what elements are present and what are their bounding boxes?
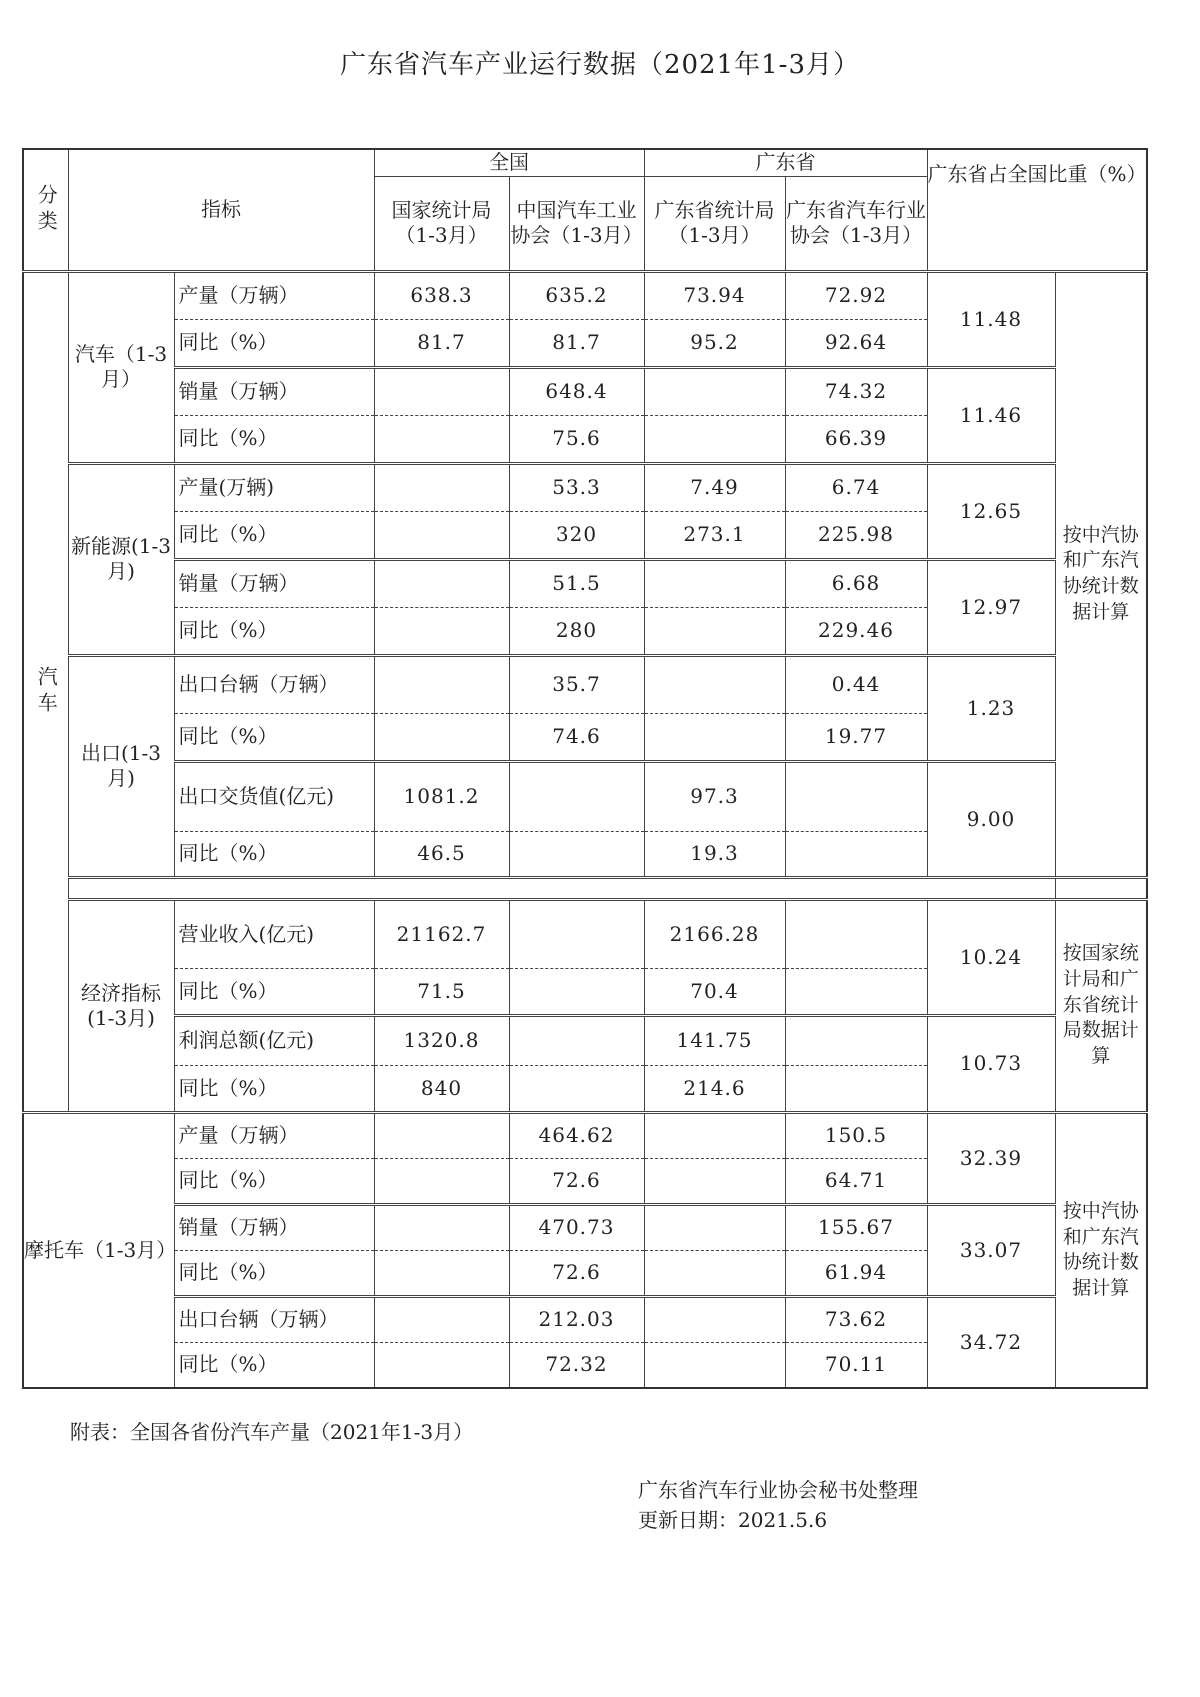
value-cell <box>509 761 644 831</box>
value-cell <box>374 1204 509 1250</box>
spacer-row <box>23 877 1147 899</box>
ratio-cell: 9.00 <box>927 761 1055 877</box>
value-cell <box>509 1015 644 1065</box>
ratio-cell: 10.73 <box>927 1015 1055 1112</box>
value-cell <box>374 1112 509 1158</box>
value-cell <box>644 1342 785 1388</box>
value-cell: 51.5 <box>509 559 644 607</box>
value-cell <box>644 1204 785 1250</box>
indicator-label: 产量(万辆) <box>174 463 374 511</box>
header-source-gd-stats: 广东省统计局（1-3月） <box>644 176 785 271</box>
value-cell: 155.67 <box>785 1204 927 1250</box>
value-cell <box>509 899 644 968</box>
ratio-cell: 12.65 <box>927 463 1055 559</box>
header-source-nbs: 国家统计局（1-3月） <box>374 176 509 271</box>
value-cell <box>785 968 927 1015</box>
value-cell: 19.3 <box>644 831 785 877</box>
value-cell <box>785 899 927 968</box>
value-cell: 273.1 <box>644 511 785 559</box>
value-cell: 150.5 <box>785 1112 927 1158</box>
header-source-gd-assoc: 广东省汽车行业协会（1-3月） <box>785 176 927 271</box>
category-cell: 摩托车（1-3月） <box>23 1112 174 1388</box>
page-title: 广东省汽车产业运行数据（2021年1-3月） <box>339 50 861 80</box>
value-cell: 72.6 <box>509 1250 644 1296</box>
value-cell <box>644 1296 785 1342</box>
value-cell: 141.75 <box>644 1015 785 1065</box>
value-cell <box>509 1065 644 1112</box>
value-cell: 229.46 <box>785 607 927 655</box>
header-guangdong: 广东省 <box>644 149 927 176</box>
indicator-label: 出口交货值(亿元) <box>174 761 374 831</box>
ratio-cell: 10.24 <box>927 899 1055 1015</box>
table-row <box>23 761 1147 831</box>
value-cell: 74.32 <box>785 367 927 415</box>
header-source-caam: 中国汽车工业协会（1-3月） <box>509 176 644 271</box>
value-cell: 0.44 <box>785 655 927 713</box>
table-row <box>23 899 1147 968</box>
ratio-cell: 12.97 <box>927 559 1055 655</box>
value-cell: 212.03 <box>509 1296 644 1342</box>
value-cell: 73.62 <box>785 1296 927 1342</box>
value-cell <box>644 367 785 415</box>
table-row <box>23 655 1147 713</box>
table-row <box>23 1112 1147 1158</box>
indicator-label: 同比（%） <box>174 319 374 367</box>
value-cell: 61.94 <box>785 1250 927 1296</box>
remark-cell: 按国家统计局和广东省统计局数据计算 <box>1055 899 1147 1112</box>
value-cell: 72.32 <box>509 1342 644 1388</box>
subgroup-cell: 汽车（1-3月） <box>68 271 174 463</box>
value-cell <box>374 367 509 415</box>
indicator-label: 同比（%） <box>174 607 374 655</box>
value-cell <box>644 1158 785 1204</box>
header-national: 全国 <box>374 149 644 176</box>
table-row <box>23 271 1147 319</box>
indicator-label: 同比（%） <box>174 511 374 559</box>
value-cell: 7.49 <box>644 463 785 511</box>
value-cell: 2166.28 <box>644 899 785 968</box>
value-cell: 75.6 <box>509 415 644 463</box>
ratio-cell: 34.72 <box>927 1296 1055 1388</box>
value-cell <box>374 1296 509 1342</box>
organization-note: 广东省汽车行业协会秘书处整理 <box>638 1478 918 1502</box>
data-table <box>22 148 1148 1389</box>
value-cell <box>374 1158 509 1204</box>
value-cell: 840 <box>374 1065 509 1112</box>
category-cell: 汽车 <box>23 271 68 1112</box>
indicator-label: 产量（万辆） <box>174 1112 374 1158</box>
value-cell: 320 <box>509 511 644 559</box>
value-cell: 1081.2 <box>374 761 509 831</box>
indicator-label: 利润总额(亿元) <box>174 1015 374 1065</box>
value-cell <box>509 831 644 877</box>
value-cell: 280 <box>509 607 644 655</box>
value-cell <box>509 968 644 1015</box>
table-row <box>23 1204 1147 1250</box>
indicator-label: 销量（万辆） <box>174 1204 374 1250</box>
value-cell: 70.11 <box>785 1342 927 1388</box>
indicator-label: 产量（万辆） <box>174 271 374 319</box>
value-cell: 81.7 <box>374 319 509 367</box>
table-row <box>23 463 1147 511</box>
value-cell: 19.77 <box>785 713 927 761</box>
value-cell: 46.5 <box>374 831 509 877</box>
indicator-label: 销量（万辆） <box>174 559 374 607</box>
indicator-label: 同比（%） <box>174 1158 374 1204</box>
value-cell: 81.7 <box>509 319 644 367</box>
update-date: 更新日期：2021.5.6 <box>638 1508 828 1532</box>
indicator-label: 出口台辆（万辆） <box>174 1296 374 1342</box>
value-cell: 21162.7 <box>374 899 509 968</box>
subgroup-cell: 新能源(1-3月) <box>68 463 174 655</box>
indicator-label: 同比（%） <box>174 968 374 1015</box>
ratio-cell: 32.39 <box>927 1112 1055 1204</box>
table-row <box>23 559 1147 607</box>
value-cell: 92.64 <box>785 319 927 367</box>
spacer-remark-cell <box>1055 877 1147 899</box>
value-cell: 648.4 <box>509 367 644 415</box>
table-row <box>23 1296 1147 1342</box>
ratio-cell: 33.07 <box>927 1204 1055 1296</box>
header-ratio: 广东省占全国比重（%） <box>927 149 1147 271</box>
value-cell <box>644 1250 785 1296</box>
value-cell <box>374 607 509 655</box>
indicator-label: 销量（万辆） <box>174 367 374 415</box>
value-cell: 635.2 <box>509 271 644 319</box>
value-cell: 72.6 <box>509 1158 644 1204</box>
indicator-label: 同比（%） <box>174 831 374 877</box>
value-cell: 72.92 <box>785 271 927 319</box>
value-cell: 6.68 <box>785 559 927 607</box>
subgroup-cell: 出口(1-3月) <box>68 655 174 877</box>
value-cell <box>374 559 509 607</box>
value-cell: 64.71 <box>785 1158 927 1204</box>
value-cell: 470.73 <box>509 1204 644 1250</box>
indicator-label: 出口台辆（万辆） <box>174 655 374 713</box>
value-cell <box>374 655 509 713</box>
value-cell <box>374 1342 509 1388</box>
indicator-label: 同比（%） <box>174 713 374 761</box>
table-row <box>23 1015 1147 1065</box>
value-cell: 66.39 <box>785 415 927 463</box>
value-cell: 73.94 <box>644 271 785 319</box>
indicator-label: 同比（%） <box>174 1342 374 1388</box>
value-cell: 35.7 <box>509 655 644 713</box>
indicator-label: 同比（%） <box>174 1065 374 1112</box>
header-category: 分类 <box>23 149 68 271</box>
value-cell <box>644 1112 785 1158</box>
value-cell: 214.6 <box>644 1065 785 1112</box>
value-cell: 70.4 <box>644 968 785 1015</box>
header-indicator: 指标 <box>68 149 374 271</box>
value-cell: 53.3 <box>509 463 644 511</box>
value-cell <box>644 713 785 761</box>
remark-cell: 按中汽协和广东汽协统计数据计算 <box>1055 271 1147 877</box>
spacer-cell <box>68 877 1055 899</box>
value-cell: 225.98 <box>785 511 927 559</box>
value-cell: 464.62 <box>509 1112 644 1158</box>
remark-cell: 按中汽协和广东汽协统计数据计算 <box>1055 1112 1147 1388</box>
subgroup-cell: 经济指标(1-3月) <box>68 899 174 1112</box>
value-cell <box>374 1250 509 1296</box>
value-cell <box>644 415 785 463</box>
ratio-cell: 11.46 <box>927 367 1055 463</box>
value-cell <box>785 1015 927 1065</box>
value-cell <box>785 1065 927 1112</box>
value-cell: 71.5 <box>374 968 509 1015</box>
ratio-cell: 1.23 <box>927 655 1055 761</box>
value-cell: 97.3 <box>644 761 785 831</box>
value-cell <box>785 761 927 831</box>
value-cell <box>644 607 785 655</box>
table-row <box>23 367 1147 415</box>
ratio-cell: 11.48 <box>927 271 1055 367</box>
value-cell: 638.3 <box>374 271 509 319</box>
value-cell <box>644 559 785 607</box>
value-cell <box>644 655 785 713</box>
value-cell: 1320.8 <box>374 1015 509 1065</box>
value-cell: 74.6 <box>509 713 644 761</box>
value-cell: 6.74 <box>785 463 927 511</box>
indicator-label: 营业收入(亿元) <box>174 899 374 968</box>
indicator-label: 同比（%） <box>174 1250 374 1296</box>
appendix-note: 附表：全国各省份汽车产量（2021年1-3月） <box>70 1420 474 1444</box>
value-cell <box>374 463 509 511</box>
value-cell <box>374 713 509 761</box>
value-cell <box>374 511 509 559</box>
value-cell <box>374 415 509 463</box>
value-cell <box>785 831 927 877</box>
value-cell: 95.2 <box>644 319 785 367</box>
indicator-label: 同比（%） <box>174 415 374 463</box>
